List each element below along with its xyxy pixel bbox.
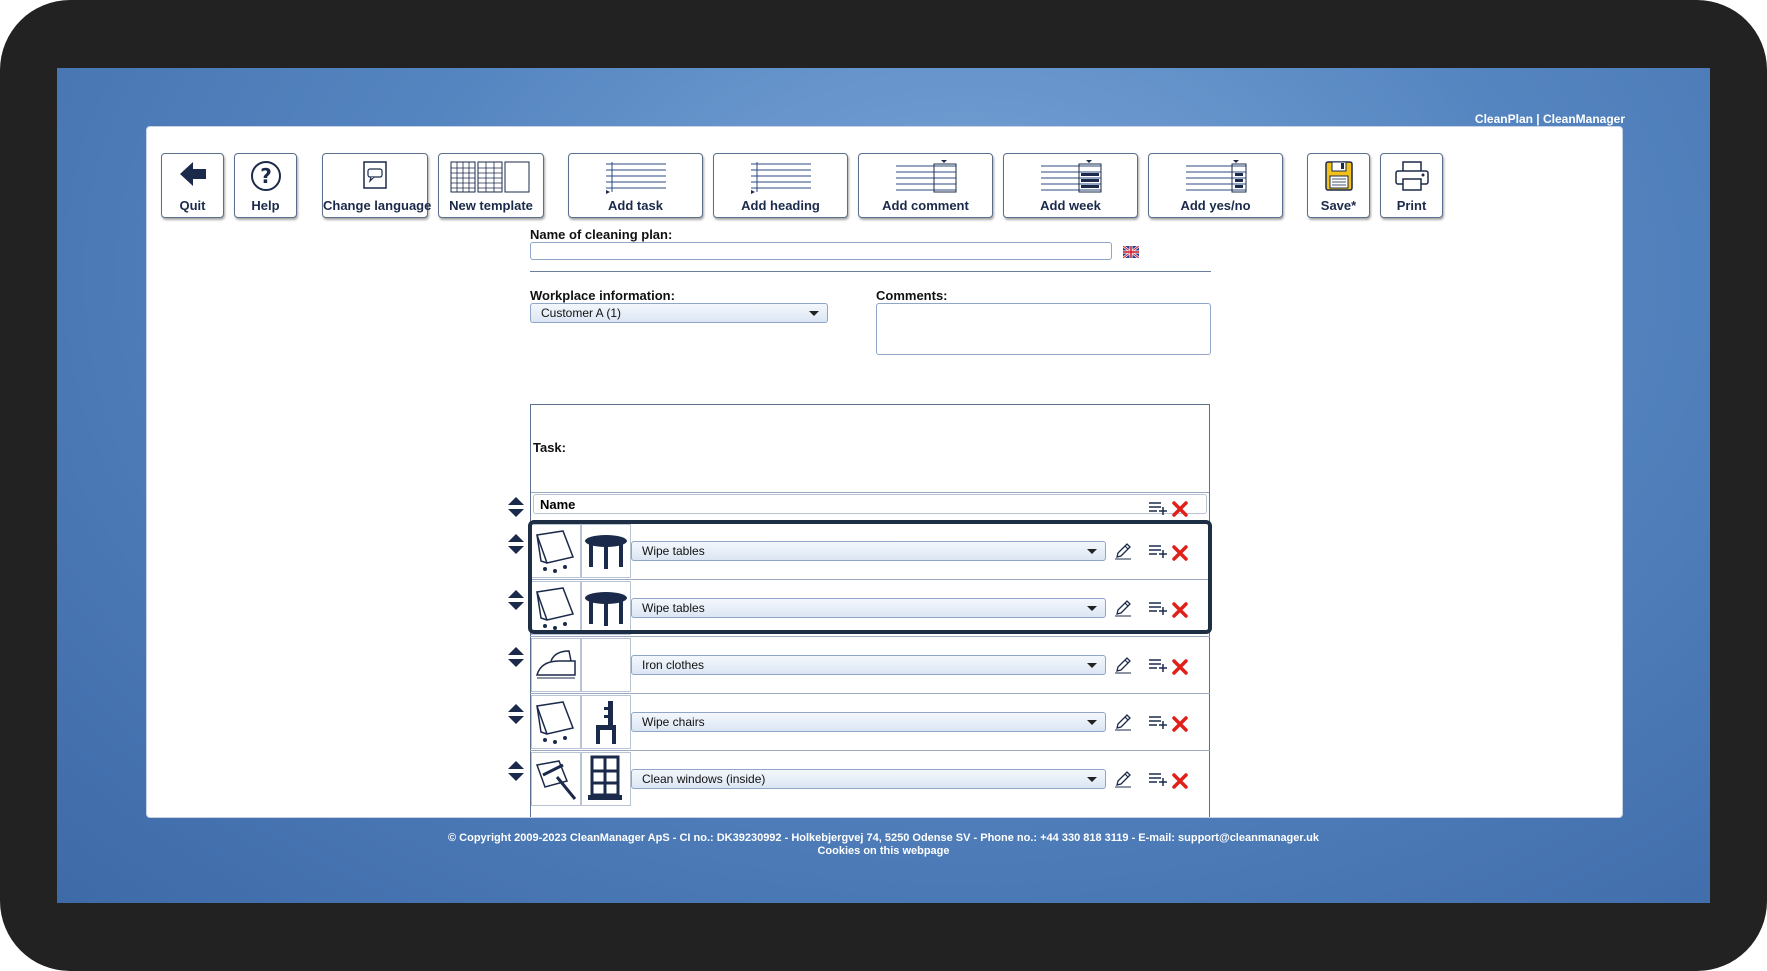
squeegee-icon[interactable] bbox=[531, 752, 581, 806]
add-week-icon bbox=[1004, 160, 1137, 194]
row-divider bbox=[530, 750, 1210, 751]
chevron-down-icon bbox=[1087, 720, 1097, 725]
uk-flag-icon[interactable] bbox=[1123, 245, 1139, 257]
row-divider bbox=[530, 636, 1210, 637]
task-select[interactable] bbox=[631, 598, 1106, 618]
wipe-cloth-icon[interactable] bbox=[531, 581, 581, 635]
empty-image-cell[interactable] bbox=[581, 638, 631, 692]
edit-pencil-icon[interactable] bbox=[1114, 656, 1132, 674]
add-row-icon[interactable] bbox=[1148, 714, 1168, 730]
brand-link[interactable]: CleanPlan | CleanManager bbox=[1474, 112, 1625, 126]
add-yes-no-button[interactable] bbox=[1148, 153, 1283, 218]
save-button[interactable] bbox=[1307, 153, 1370, 218]
chevron-down-icon bbox=[1087, 549, 1097, 554]
app-screen bbox=[57, 68, 1710, 903]
task-select[interactable] bbox=[631, 541, 1106, 561]
reorder-arrows-icon[interactable] bbox=[507, 760, 525, 782]
speech-bubble-icon bbox=[323, 160, 427, 190]
add-task-label: Add task bbox=[608, 198, 663, 213]
workplace-select-value: Customer A (1) bbox=[541, 306, 622, 320]
window-icon[interactable] bbox=[581, 752, 631, 806]
section-divider bbox=[530, 271, 1211, 272]
footer bbox=[57, 832, 1710, 858]
task-select-value: Iron clothes bbox=[642, 658, 705, 672]
add-comment-icon bbox=[859, 160, 992, 194]
quit-button[interactable] bbox=[161, 153, 224, 218]
print-label: Print bbox=[1396, 198, 1427, 213]
edit-pencil-icon[interactable] bbox=[1114, 770, 1132, 788]
task-select[interactable] bbox=[631, 769, 1106, 789]
add-week-label: Add week bbox=[1040, 198, 1101, 213]
main-panel bbox=[146, 126, 1623, 818]
chevron-down-icon bbox=[809, 311, 819, 316]
back-arrow-icon bbox=[162, 160, 223, 188]
table-divider bbox=[531, 492, 1209, 493]
change-language-label: Change language bbox=[323, 198, 432, 213]
task-select[interactable] bbox=[631, 655, 1106, 675]
row-divider bbox=[530, 579, 1210, 580]
chevron-down-icon bbox=[1087, 777, 1097, 782]
add-row-icon[interactable] bbox=[1148, 500, 1168, 516]
comments-label: Comments: bbox=[876, 288, 948, 303]
reorder-arrows-icon[interactable] bbox=[507, 533, 525, 555]
help-label: Help bbox=[251, 198, 280, 213]
delete-icon[interactable] bbox=[1172, 659, 1188, 675]
chair-icon[interactable] bbox=[581, 695, 631, 749]
wipe-cloth-icon[interactable] bbox=[531, 524, 581, 578]
add-yes-no-icon bbox=[1149, 160, 1282, 194]
task-select-value: Wipe chairs bbox=[642, 715, 705, 729]
floppy-disk-icon bbox=[1308, 160, 1369, 192]
copyright-text: © Copyright 2009-2023 CleanManager ApS - CI no.: DK39230992 - Holkebjergvej 74, 5250 Odense SV - Phone no.: +44 330 818 3119 - E-mail: support@cleanmanager.uk bbox=[448, 832, 1319, 844]
delete-icon[interactable] bbox=[1172, 716, 1188, 732]
add-yes-no-label: Add yes/no bbox=[1180, 198, 1251, 213]
name-column-header: Name bbox=[533, 494, 1207, 514]
table-icon[interactable] bbox=[581, 524, 631, 578]
change-language-button[interactable] bbox=[322, 153, 432, 218]
comments-textarea[interactable] bbox=[876, 303, 1211, 355]
help-icon bbox=[235, 160, 296, 192]
reorder-arrows-icon[interactable] bbox=[507, 646, 525, 668]
task-select-value: Clean windows (inside) bbox=[642, 772, 766, 786]
add-week-button[interactable] bbox=[1003, 153, 1138, 218]
add-heading-button[interactable] bbox=[713, 153, 848, 218]
new-template-label: New template bbox=[449, 198, 533, 213]
delete-icon[interactable] bbox=[1172, 501, 1188, 517]
chevron-down-icon bbox=[1087, 663, 1097, 668]
template-grid-icon bbox=[439, 160, 543, 194]
workplace-select[interactable] bbox=[530, 303, 828, 323]
add-row-icon[interactable] bbox=[1148, 543, 1168, 559]
task-section-label: Task: bbox=[533, 440, 566, 455]
row-divider bbox=[530, 693, 1210, 694]
plan-name-input[interactable] bbox=[530, 242, 1112, 260]
add-task-button[interactable] bbox=[568, 153, 703, 218]
add-task-icon bbox=[569, 160, 702, 194]
workplace-label: Workplace information: bbox=[530, 288, 675, 303]
edit-pencil-icon[interactable] bbox=[1114, 542, 1132, 560]
new-template-button[interactable] bbox=[438, 153, 544, 218]
task-select-value: Wipe tables bbox=[642, 544, 705, 558]
iron-icon[interactable] bbox=[531, 638, 581, 692]
svg-text:?: ? bbox=[259, 164, 272, 188]
add-comment-button[interactable] bbox=[858, 153, 993, 218]
delete-icon[interactable] bbox=[1172, 602, 1188, 618]
reorder-arrows-icon[interactable] bbox=[507, 589, 525, 611]
task-select[interactable] bbox=[631, 712, 1106, 732]
help-button[interactable] bbox=[234, 153, 297, 218]
print-button[interactable] bbox=[1380, 153, 1443, 218]
chevron-down-icon bbox=[1087, 606, 1097, 611]
add-row-icon[interactable] bbox=[1148, 771, 1168, 787]
delete-icon[interactable] bbox=[1172, 773, 1188, 789]
delete-icon[interactable] bbox=[1172, 545, 1188, 561]
add-heading-icon bbox=[714, 160, 847, 194]
plan-name-label: Name of cleaning plan: bbox=[530, 227, 673, 242]
reorder-arrows-icon[interactable] bbox=[507, 703, 525, 725]
add-row-icon[interactable] bbox=[1148, 600, 1168, 616]
add-heading-label: Add heading bbox=[741, 198, 820, 213]
printer-icon bbox=[1381, 160, 1442, 192]
reorder-arrows-icon[interactable] bbox=[507, 496, 525, 518]
save-label: Save* bbox=[1320, 198, 1357, 213]
quit-label: Quit bbox=[179, 198, 206, 213]
wipe-cloth-icon[interactable] bbox=[531, 695, 581, 749]
add-comment-label: Add comment bbox=[882, 198, 969, 213]
edit-pencil-icon[interactable] bbox=[1114, 713, 1132, 731]
table-icon[interactable] bbox=[581, 581, 631, 635]
edit-pencil-icon[interactable] bbox=[1114, 599, 1132, 617]
add-row-icon[interactable] bbox=[1148, 657, 1168, 673]
task-select-value: Wipe tables bbox=[642, 601, 705, 615]
cookies-link[interactable]: Cookies on this webpage bbox=[817, 845, 950, 857]
